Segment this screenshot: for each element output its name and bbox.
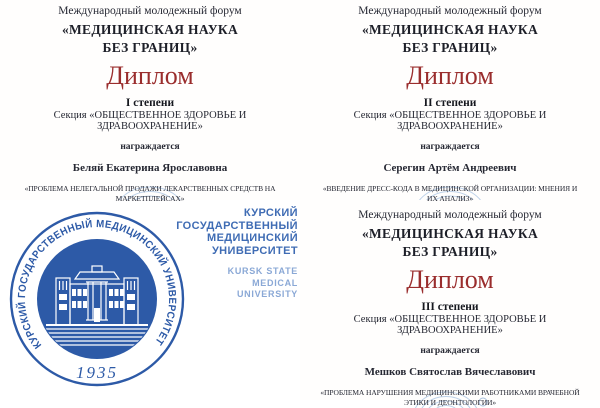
university-name-ru-line: УНИВЕРСИТЕТ [176, 245, 298, 258]
diploma-third-degree [300, 200, 600, 400]
diploma-body [300, 0, 600, 200]
university-name-ru-line: МЕДИЦИНСКИЙ [176, 232, 298, 245]
topic-line2: МАРКЕТПЛЕЙСАХ» [116, 194, 185, 204]
forum-title-line2: БЕЗ ГРАНИЦ» [102, 39, 197, 57]
degree-line: III степени [421, 301, 478, 313]
forum-title-line1: «МЕДИЦИНСКАЯ НАУКА [362, 21, 538, 39]
forum-line: Международный молодежный форум [358, 209, 541, 222]
section-line2: ЗДРАВООХРАНЕНИЕ» [397, 325, 503, 336]
section-line1: Секция «ОБЩЕСТВЕННОЕ ЗДОРОВЬЕ И [54, 110, 247, 121]
recipient-name: Серегин Артём Андреевич [383, 162, 516, 174]
forum-title-line1: «МЕДИЦИНСКАЯ НАУКА [62, 21, 238, 39]
forum-title-line2: БЕЗ ГРАНИЦ» [402, 243, 497, 261]
forum-line: Международный молодежный форум [58, 5, 241, 18]
emblem-ring-text: КУРСКИЙ ГОСУДАРСТВЕННЫЙ МЕДИЦИНСКИЙ УНИВЕРСИТЕТ [15, 217, 178, 351]
section-line2: ЗДРАВООХРАНЕНИЕ» [397, 121, 503, 132]
degree-line: I степени [126, 97, 174, 109]
section-line1: Секция «ОБЩЕСТВЕННОЕ ЗДОРОВЬЕ И [354, 110, 547, 121]
topic-line1: «ПРОБЛЕМА НЕЛЕГАЛЬНОЙ ПРОДАЖИ ЛЕКАРСТВЕННЫХ СРЕДСТВ НА [25, 184, 276, 194]
university-name-ru-line: ГОСУДАРСТВЕННЫЙ [176, 220, 298, 233]
diploma-second-degree [300, 0, 600, 200]
topic-line1: «ВВЕДЕНИЕ ДРЕСС-КОДА В МЕДИЦИНСКОЙ ОРГАНИЗАЦИИ: МНЕНИЯ И [323, 184, 577, 194]
diploma-heading: Диплом [406, 266, 494, 294]
forum-title-line1: «МЕДИЦИНСКАЯ НАУКА [362, 225, 538, 243]
university-name-en-line: UNIVERSITY [176, 289, 298, 301]
recipient-name: Мешков Святослав Вячеславович [365, 366, 536, 378]
university-logo [0, 200, 300, 400]
section-line1: Секция «ОБЩЕСТВЕННОЕ ЗДОРОВЬЕ И [354, 314, 547, 325]
diploma-body [0, 0, 300, 200]
university-name-block [176, 207, 298, 301]
emblem-year: 1935 [76, 363, 118, 382]
diploma-heading: Диплом [106, 62, 194, 90]
diploma-body [300, 200, 600, 400]
university-emblem-icon [6, 208, 190, 400]
awarded-label: награждается [420, 346, 479, 356]
awarded-label: награждается [420, 142, 479, 152]
topic-line2: ИХ АНАЛИЗ» [427, 194, 473, 204]
university-name-en-line: MEDICAL [176, 278, 298, 290]
topic-line2: ЭТИКИ И ДЕОНТОЛОГИИ» [404, 398, 496, 408]
university-name-en [176, 266, 298, 301]
forum-line: Международный молодежный форум [358, 5, 541, 18]
awarded-label: награждается [120, 142, 179, 152]
degree-line: II степени [424, 97, 477, 109]
topic-line1: «ПРОБЛЕМА НАРУШЕНИЯ МЕДИЦИНСКИМИ РАБОТНИКАМИ ВРАЧЕБНОЙ [320, 388, 579, 398]
section-line2: ЗДРАВООХРАНЕНИЕ» [97, 121, 203, 132]
university-name-ru [176, 207, 298, 257]
forum-title-line2: БЕЗ ГРАНИЦ» [402, 39, 497, 57]
diploma-heading: Диплом [406, 62, 494, 90]
university-name-en-line: KURSK STATE [176, 266, 298, 278]
recipient-name: Беляй Екатерина Ярославовна [73, 162, 227, 174]
diploma-first-degree [0, 0, 300, 200]
university-name-ru-line: КУРСКИЙ [176, 207, 298, 220]
